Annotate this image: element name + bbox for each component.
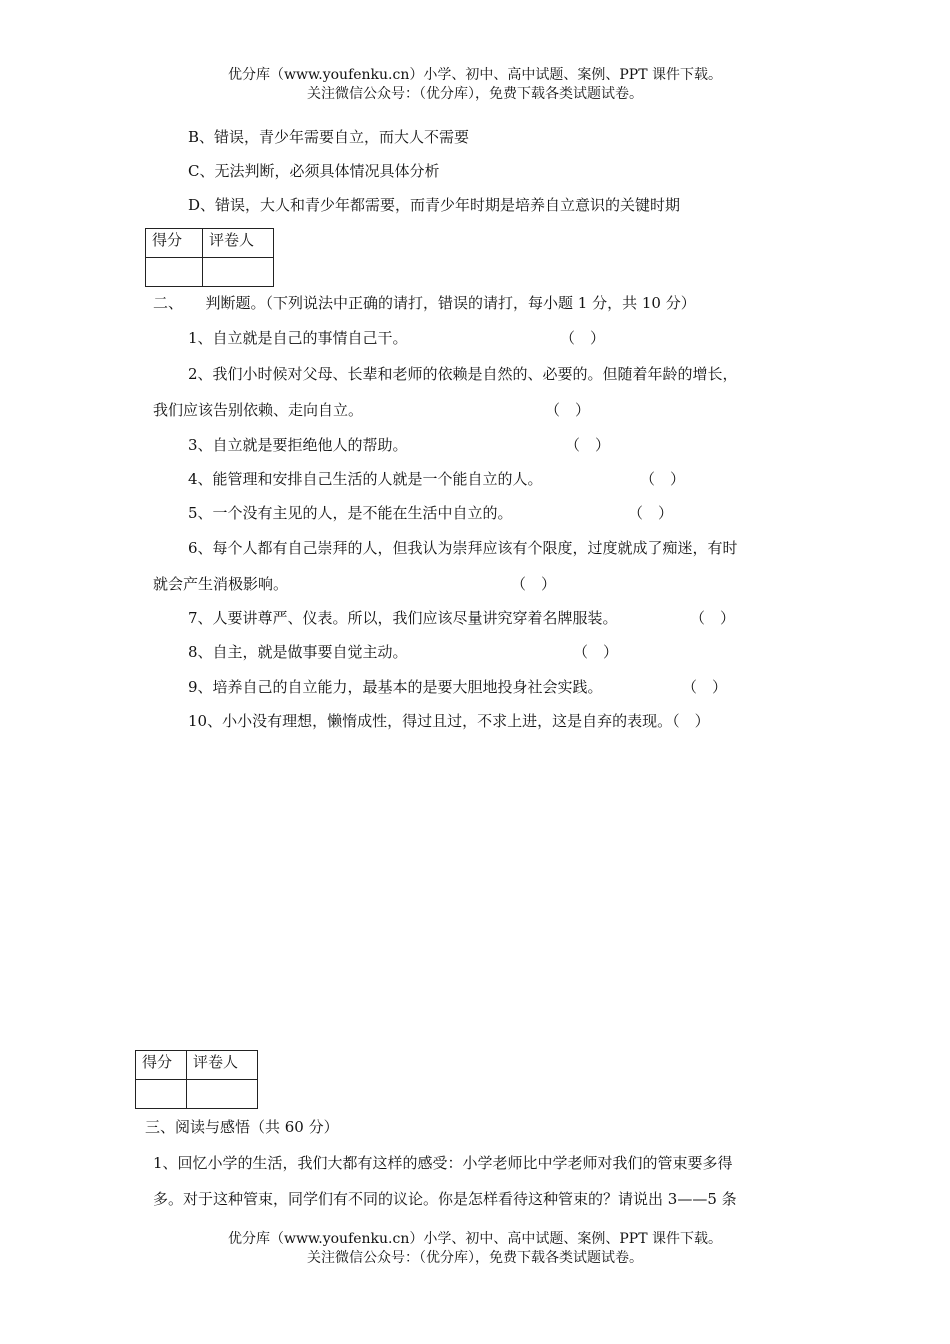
judge-item-9: 9、培养自己的自立能力，最基本的是要大胆地投身社会实践。 [188,678,603,696]
score-label: 得分 [146,229,203,258]
answer-paren-2[interactable]: （ ） [545,401,591,419]
judge-item-1: 1、自立就是自己的事情自己干。 [188,329,408,347]
answer-paren-5[interactable]: （ ） [628,504,674,522]
answer-paren-4[interactable]: （ ） [640,470,686,488]
page-footer-line1: 优分库（www.youfenku.cn）小学、初中、高中试题、案例、PPT 课件下载。 [227,1231,722,1247]
judge-item-5: 5、一个没有主见的人，是不能在生活中自立的。 [188,504,513,522]
score-cell[interactable] [146,258,203,287]
answer-paren-6[interactable]: （ ） [511,575,557,593]
answer-paren-9[interactable]: （ ） [682,678,728,696]
grader-label: 评卷人 [203,229,274,258]
answer-paren-8[interactable]: （ ） [573,643,619,661]
judge-item-8: 8、自主，就是做事要自觉主动。 [188,643,408,661]
judge-item-2: 2、我们小时候对父母、长辈和老师的依赖是自然的、必要的。但随着年龄的增长， [188,365,738,383]
grader-cell[interactable] [187,1080,258,1109]
option-d: D、错误，大人和青少年都需要，而青少年时期是培养自立意识的关键时期 [188,196,681,214]
page-header-line1: 优分库（www.youfenku.cn）小学、初中、高中试题、案例、PPT 课件下载。 [227,67,722,83]
score-cell[interactable] [136,1080,187,1109]
judge-item-7: 7、人要讲尊严、仪表。所以，我们应该尽量讲究穿着名牌服装。 [188,609,618,627]
judge-item-6-cont: 就会产生消极影响。 [153,575,289,593]
answer-paren-3[interactable]: （ ） [565,436,611,454]
reading-question-1-line1: 1、回忆小学的生活，我们大都有这样的感受：小学老师比中学老师对我们的管束要多得 [153,1154,733,1172]
grader-cell[interactable] [203,258,274,287]
answer-paren-1[interactable]: （ ） [560,329,606,347]
score-label: 得分 [136,1051,187,1080]
score-table [135,1050,258,1109]
page-footer-line2: 关注微信公众号：（优分库），免费下载各类试题试卷。 [307,1250,643,1266]
judge-item-6: 6、每个人都有自己崇拜的人，但我认为崇拜应该有个限度，过度就成了痴迷，有时 [188,539,738,557]
grader-label: 评卷人 [187,1051,258,1080]
option-b: B、错误，青少年需要自立，而大人不需要 [188,128,470,146]
section2-title: 二、 判断题。（下列说法中正确的请打，错误的请打，每小题 1 分，共 10 分） [153,294,696,312]
reading-question-1-line2: 多。对于这种管束，同学们有不同的议论。你是怎样看待这种管束的？请说出 3——5 条 [153,1190,737,1208]
page-header-line2: 关注微信公众号：（优分库），免费下载各类试题试卷。 [307,86,643,102]
judge-item-3: 3、自立就是要拒绝他人的帮助。 [188,436,408,454]
section3-title: 三、阅读与感悟（共 60 分） [145,1118,339,1136]
answer-paren-7[interactable]: （ ） [690,609,736,627]
score-table [145,228,274,287]
judge-item-10: 10、小小没有理想，懒惰成性，得过且过，不求上进，这是自弃的表现。（ ） [188,712,710,730]
judge-item-4: 4、能管理和安排自己生活的人就是一个能自立的人。 [188,470,543,488]
judge-item-2-cont: 我们应该告别依赖、走向自立。 [153,401,364,419]
option-c: C、无法判断，必须具体情况具体分析 [188,162,440,180]
